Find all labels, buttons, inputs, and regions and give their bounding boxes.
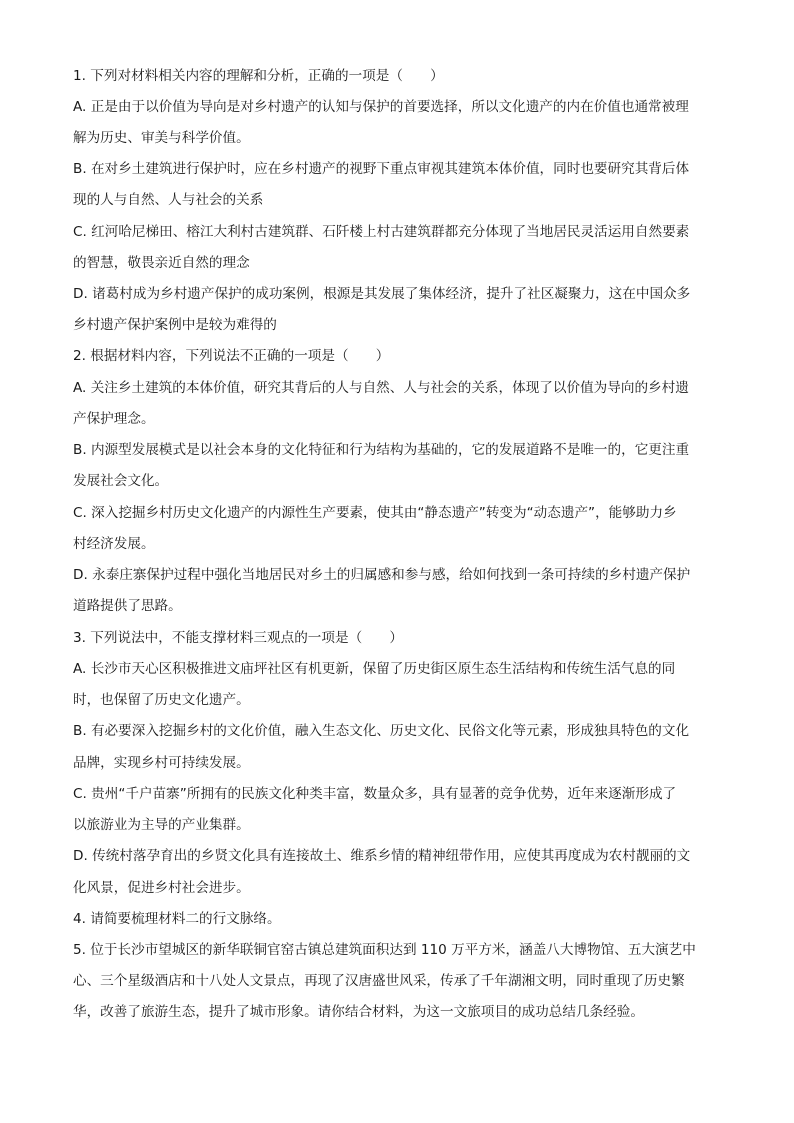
q3-option-a-cont: 时，也保留了历史文化遗产。 — [73, 692, 250, 708]
q3-option-c: C. 贵州“千户苗寨”所拥有的民族文化种类丰富，数量众多，具有显著的竞争优势，近年来逐渐形成了 — [73, 786, 677, 802]
q2-option-c-cont: 村经济发展。 — [73, 536, 155, 552]
q1-option-c-cont: 的智慧，敬畏亲近自然的理念 — [73, 255, 250, 271]
q2-option-b-cont: 发展社会文化。 — [73, 473, 169, 489]
q1-option-d-cont: 乡村遗产保护案例中是较为难得的 — [73, 317, 277, 333]
q1-option-b-cont: 现的人与自然、人与社会的关系 — [73, 192, 264, 208]
question-5-stem: 5. 位于长沙市望城区的新华联铜官窑古镇总建筑面积达到 110 万平方米，涵盖八大博物馆、五大演艺中 — [73, 942, 696, 958]
q2-option-c: C. 深入挖掘乡村历史文化遗产的内源性生产要素，使其由“静态遗产”转变为“动态遗产”，能够助力乡 — [73, 505, 677, 521]
question-5-cont-2: 华，改善了旅游生态，提升了城市形象。请你结合材料，为这一文旅项目的成功总结几条经验。 — [73, 1004, 644, 1020]
q2-option-a-cont: 产保护理念。 — [73, 411, 155, 427]
q2-option-d: D. 永泰庄寨保护过程中强化当地居民对乡土的归属感和参与感，给如何找到一条可持续的乡村遗产保护 — [73, 567, 691, 583]
q3-option-b: B. 有必要深入挖掘乡村的文化价值，融入生态文化、历史文化、民俗文化等元素，形成独具特色的文化 — [73, 723, 690, 739]
q1-option-c: C. 红河哈尼梯田、榕江大利村古建筑群、石阡楼上村古建筑群都充分体现了当地居民灵活运用自然要素 — [73, 224, 690, 240]
q1-option-a-cont: 解为历史、审美与科学价值。 — [73, 130, 250, 146]
q3-option-a: A. 长沙市天心区积极推进文庙坪社区有机更新，保留了历史街区原生态生活结构和传统生活气息的同 — [73, 661, 676, 677]
q1-option-d: D. 诸葛村成为乡村遗产保护的成功案例，根源是其发展了集体经济，提升了社区凝聚力，这在中国众多 — [73, 286, 691, 302]
question-1-stem: 1. 下列对材料相关内容的理解和分析，正确的一项是（ ） — [73, 68, 444, 84]
q3-option-b-cont: 品牌，实现乡村可持续发展。 — [73, 755, 250, 771]
question-5-cont-1: 心、三个星级酒店和十八处人文景点，再现了汉唐盛世风采，传承了千年湖湘文明，同时重现了历史繁 — [73, 973, 685, 989]
q3-option-d-cont: 化风景，促进乡村社会进步。 — [73, 880, 250, 896]
question-2-stem: 2. 根据材料内容，下列说法不正确的一项是（ ） — [73, 348, 390, 364]
q2-option-d-cont: 道路提供了思路。 — [73, 598, 182, 614]
q1-option-a: A. 正是由于以价值为导向是对乡村遗产的认知与保护的首要选择，所以文化遗产的内在价值也通常被理 — [73, 99, 689, 115]
q2-option-b: B. 内源型发展模式是以社会本身的文化特征和行为结构为基础的，它的发展道路不是唯一的，它更注重 — [73, 442, 690, 458]
q3-option-c-cont: 以旅游业为主导的产业集群。 — [73, 817, 250, 833]
question-4-stem: 4. 请简要梳理材料二的行文脉络。 — [73, 911, 281, 927]
q1-option-b: B. 在对乡土建筑进行保护时，应在乡村遗产的视野下重点审视其建筑本体价值，同时也要研究其背后体 — [73, 161, 690, 177]
question-3-stem: 3. 下列说法中，不能支撑材料三观点的一项是（ ） — [73, 630, 403, 646]
q2-option-a: A. 关注乡土建筑的本体价值，研究其背后的人与自然、人与社会的关系，体现了以价值为导向的乡村遗 — [73, 380, 689, 396]
q3-option-d: D. 传统村落孕育出的乡贤文化具有连接故土、维系乡情的精神纽带作用，应使其再度成为农村靓丽的文 — [73, 848, 691, 864]
